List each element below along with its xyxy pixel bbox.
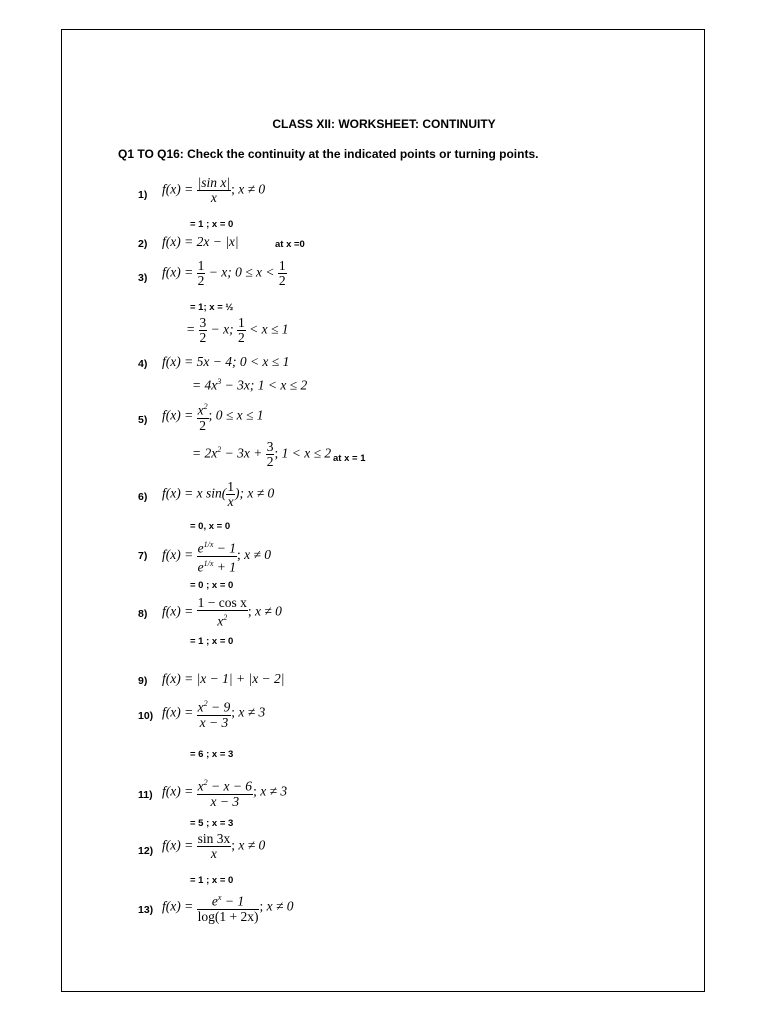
q11-formula: f(x) = $\frac{x^2 - x - 6}{x - 3}$ ; x ≠ 3 xyxy=(162,778,288,809)
q12-note: = 1 ; x = 0 xyxy=(190,875,234,886)
q2-note: at x =0 xyxy=(275,239,305,250)
q3-formula-a: f(x) = $\frac{1}{2}$ − x; 0 ≤ x < $\frac{1}{2}$ xyxy=(162,258,286,288)
question-number: 12) xyxy=(138,845,154,857)
q3-formula-b: = $\frac{3}{2}$ − x; $\frac{1}{2}$ < x ≤ 1 xyxy=(186,315,289,345)
q5-formula-a: f(x) = $\frac{x^2}{2}$ ; 0 ≤ x ≤ 1 xyxy=(162,402,264,433)
worksheet-title: CLASS XII: WORKSHEET: CONTINUITY xyxy=(272,117,496,131)
question-number: 8) xyxy=(138,608,148,620)
question-number: 1) xyxy=(138,189,148,201)
question-number: 5) xyxy=(138,414,148,426)
question-number: 3) xyxy=(138,272,148,284)
question-number: 13) xyxy=(138,904,154,916)
q3-note: = 1; x = ½ xyxy=(190,302,234,313)
q12-formula: f(x) = $\frac{\sin 3x}{x}$ ; x ≠ 0 xyxy=(162,831,266,861)
q4-formula-a: f(x) = 5x − 4; 0 < x ≤ 1 xyxy=(162,354,290,369)
q8-formula: f(x) = $\frac{\text{1 − cos x}}{x^2}$ ; x ≠ 0 xyxy=(162,595,282,629)
worksheet-instructions: Q1 TO Q16: Check the continuity at the indicated points or turning points. xyxy=(118,147,539,161)
q7-formula: f(x) = $\frac{e^{1/x} - 1}{e^{1/x} + 1}$ ; x ≠ 0 xyxy=(162,540,272,574)
worksheet-page-border xyxy=(61,29,705,992)
question-number: 6) xyxy=(138,491,148,503)
question-number: 10) xyxy=(138,710,154,722)
q11-note: = 5 ; x = 3 xyxy=(190,818,234,829)
q7-note: = 0 ; x = 0 xyxy=(190,580,234,591)
question-number: 2) xyxy=(138,238,148,250)
q4-formula-b: = $4x^3 - 3x$; 1 < x ≤ 2 xyxy=(192,377,308,393)
q1-formula: f(x) = $\frac{\text{|sin x|}}{x}$ ; x ≠ 0 xyxy=(162,175,266,205)
question-number: 4) xyxy=(138,358,148,370)
q5-formula-b: = $2x^2 - 3x$ + $\frac{3}{2}$ ; 1 < x ≤ 2 xyxy=(192,439,332,469)
q6-formula: f(x) = x sin( $\frac{1}{x}$ ); x ≠ 0 xyxy=(162,479,275,509)
q10-note: = 6 ; x = 3 xyxy=(190,749,234,760)
q10-formula: f(x) = $\frac{x^2 - 9}{x - 3}$ ; x ≠ 3 xyxy=(162,699,266,730)
q5-note: at x = 1 xyxy=(333,453,366,464)
q6-note: = 0, x = 0 xyxy=(190,521,231,532)
q8-note: = 1 ; x = 0 xyxy=(190,636,234,647)
q9-formula: f(x) = |x − 1| + |x − 2| xyxy=(162,671,285,686)
question-number: 7) xyxy=(138,550,148,562)
q13-formula: f(x) = $\frac{e^x - 1}{\log(1 + 2x)}$ ; x ≠ 0 xyxy=(162,893,294,924)
question-number: 11) xyxy=(138,789,153,801)
question-number: 9) xyxy=(138,675,148,687)
q2-formula: f(x) = 2x − |x| xyxy=(162,234,239,249)
q1-note: = 1 ; x = 0 xyxy=(190,219,234,230)
